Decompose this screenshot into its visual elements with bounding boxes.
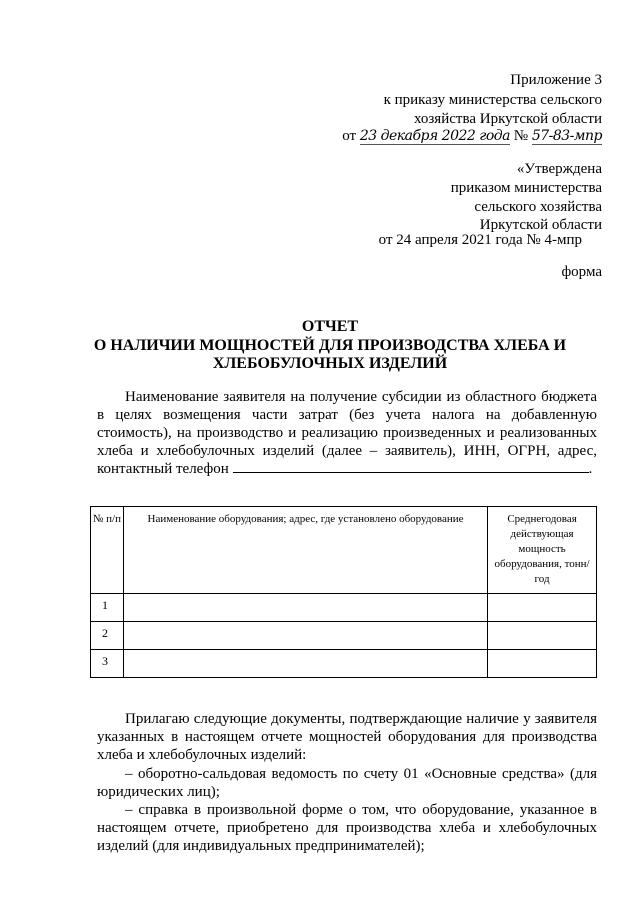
applicant-fill-line (233, 460, 589, 473)
report-title-3: ХЛЕБОБУЛОЧНЫХ ИЗДЕЛИЙ (212, 355, 448, 372)
order-date-handwritten: 23 декабря 2022 года (359, 128, 510, 144)
form-label: форма (561, 264, 602, 280)
col-header-equipment: Наименование оборудования; адрес, где установлено оборудование (123, 507, 487, 594)
approved-line-1: «Утверждена (516, 161, 602, 177)
row-equipment-cell[interactable] (123, 650, 487, 678)
order-prefix: от (342, 128, 357, 144)
appendix-order-line (342, 128, 602, 145)
row-number: 1 (91, 594, 124, 622)
row-equipment-cell[interactable] (123, 622, 487, 650)
table-header-row (91, 507, 597, 594)
report-title-1: ОТЧЕТ (301, 318, 359, 335)
appendix-line-1: Приложение 3 (510, 72, 602, 88)
appendix-line-3: хозяйства Иркутской области (413, 111, 602, 127)
row-capacity-cell[interactable] (488, 594, 597, 622)
documents-intro: Прилагаю следующие документы, подтверждающие наличие у заявителя указанных в настоящем отчете мощностей оборудования для производства хлеба и хлебобулочных изделий: (97, 711, 597, 763)
documents-item-1: – оборотно-сальдовая ведомость по счету 01 «Основные средства» (для юридических лиц); (97, 766, 597, 800)
table-row (91, 594, 597, 622)
approved-line-3: сельского хозяйства (474, 199, 602, 215)
approved-line-4: Иркутской области (479, 217, 602, 233)
appendix-line-2: к приказу министерства сельского (383, 92, 602, 108)
documents-item-2: – справка в произвольной форме о том, что оборудование, указанное в настоящем отчете, приобретено для производства хлеба и хлебобулочных изделий (для индивидуальных предпринимателей); (97, 802, 597, 854)
row-number: 2 (91, 622, 124, 650)
report-title-2: О НАЛИЧИИ МОЩНОСТЕЙ ДЛЯ ПРОИЗВОДСТВА ХЛЕБА И (93, 337, 567, 354)
col-header-capacity: Среднегодовая действующая мощность оборудования, тонн/год (488, 507, 597, 594)
applicant-end: . (588, 461, 593, 477)
row-capacity-cell[interactable] (488, 650, 597, 678)
approved-line-5: от 24 апреля 2021 года № 4-мпр (378, 232, 582, 248)
approved-line-2: приказом министерства (450, 180, 602, 196)
order-number-handwritten: 57-83-мпр (531, 128, 602, 144)
row-capacity-cell[interactable] (488, 622, 597, 650)
table-row (91, 650, 597, 678)
row-number: 3 (91, 650, 124, 678)
order-number-prefix: № (513, 128, 529, 144)
row-equipment-cell[interactable] (123, 594, 487, 622)
applicant-text: Наименование заявителя на получение субсидии из областного бюджета в целях возмещения части затрат (без учета налога на добавленную стоимость), на производство и реализацию произведенных и реализованных хлеба и хлебобулочных изделий (далее – заявитель), ИНН, ОГРН, адрес, контактный телефон (97, 389, 597, 477)
applicant-paragraph (97, 388, 597, 478)
table-row (91, 622, 597, 650)
equipment-table (90, 506, 597, 678)
col-header-number: № п/п (91, 507, 124, 594)
